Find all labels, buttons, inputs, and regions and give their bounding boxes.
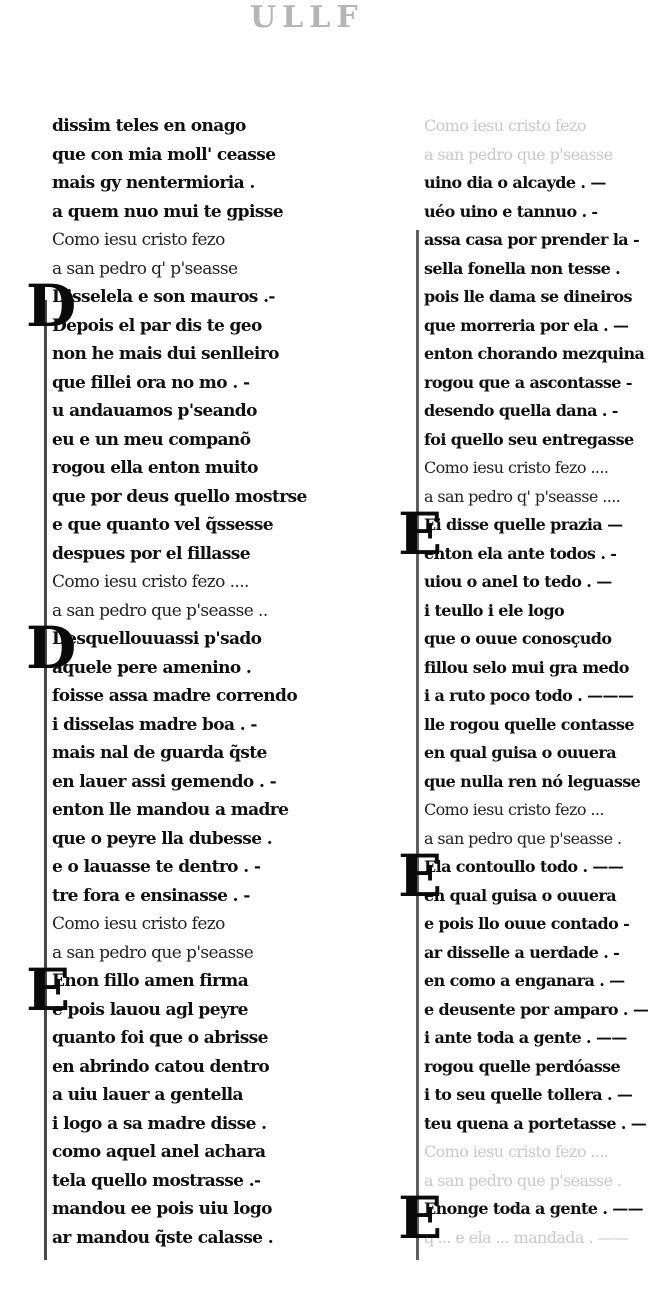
text-line: Desquellouuassi p'sado xyxy=(52,629,262,649)
text-line: non he mais dui senlleiro xyxy=(52,344,279,364)
text-line: Depois el par dis te geo xyxy=(52,315,262,336)
text-line: Como iesu cristo fezo xyxy=(52,914,225,934)
text-line: e pois lauou agl peyre xyxy=(52,999,248,1020)
text-line: uéo uino e tannuo . - xyxy=(424,201,598,221)
text-line: que o peyre lla dubesse . xyxy=(52,828,273,849)
text-line: uiou o anel to tedo . — xyxy=(424,572,612,591)
text-line: rogou que a ascontasse - xyxy=(424,372,632,392)
text-line: i ante toda a gente . —— xyxy=(424,1028,627,1047)
text-line: eu e un meu companõ xyxy=(52,429,251,450)
text-line: foi quello seu entregasse xyxy=(424,429,634,449)
text-line: que por deus quello mostrse xyxy=(52,486,307,507)
text-line: assa casa por prender la - xyxy=(424,230,640,249)
text-line: a quem nuo mui te gpisse xyxy=(52,201,283,222)
text-line: a san pedro q' p'seasse .... xyxy=(424,486,621,506)
left-column xyxy=(52,112,312,1252)
text-line: Como iesu cristo fezo xyxy=(424,116,586,135)
right-margin-rule xyxy=(416,230,419,1260)
running-header xyxy=(250,0,480,30)
decorated-initial: E xyxy=(398,1184,443,1252)
text-line: Como iesu cristo fezo .... xyxy=(52,572,249,592)
decorated-initial: E xyxy=(26,956,71,1024)
text-line: que fillei ora no mo . - xyxy=(52,372,250,393)
decorated-initial: E xyxy=(398,842,443,910)
text-line: a san pedro q' p'seasse xyxy=(52,258,238,279)
text-line: enton ela ante todos . - xyxy=(424,543,617,563)
text-line: Ei disse quelle prazia — xyxy=(424,515,623,534)
text-line: enton lle mandou a madre xyxy=(52,800,289,820)
text-line: Enon fillo amen firma xyxy=(52,971,249,991)
text-line: en como a enganara . — xyxy=(424,971,625,990)
text-line: en qual guisa o ouuera xyxy=(424,885,617,905)
text-line: Como iesu cristo fezo .... xyxy=(424,1142,609,1161)
text-line: en qual guisa o ouuera xyxy=(424,743,617,762)
text-line: ar mandou q̃ste calasse . xyxy=(52,1227,274,1248)
text-line: e o lauasse te dentro . - xyxy=(52,857,261,877)
text-line: e que quanto vel q̃ssesse xyxy=(52,515,273,535)
text-line: uino dia o alcayde . — xyxy=(424,173,606,192)
text-line: rogou quelle perdóasse xyxy=(424,1056,621,1076)
text-line: Como iesu cristo fezo ... xyxy=(424,800,604,819)
text-line: que con mia moll' ceasse xyxy=(52,144,276,165)
text-line: enton chorando mezquina xyxy=(424,344,645,363)
text-line: fillou selo mui gra medo xyxy=(424,657,629,677)
text-line: a uiu lauer a gentella xyxy=(52,1085,243,1105)
decorated-initial: D xyxy=(26,614,77,682)
text-line: foisse assa madre correndo xyxy=(52,686,298,706)
text-line: i to seu quelle tollera . — xyxy=(424,1085,633,1104)
text-line: tre fora e ensinasse . - xyxy=(52,885,250,906)
text-line: que o ouue conosçudo xyxy=(424,629,612,648)
text-line: a san pedro que p'seasse . xyxy=(424,828,622,848)
text-line: aquele pere amenino . xyxy=(52,657,252,678)
text-line: sella fonella non tesse . xyxy=(424,258,621,278)
text-line: Disselela e son mauros .- xyxy=(52,287,275,307)
text-line: Enonge toda a gente . —— xyxy=(424,1199,644,1218)
text-line: e pois llo ouue contado - xyxy=(424,914,630,933)
left-margin-rule xyxy=(44,300,47,1260)
text-line: u andauamos p'seando xyxy=(52,401,257,421)
text-line: pois lle dama se dineiros xyxy=(424,287,632,306)
text-line: Como iesu cristo fezo .... xyxy=(424,458,609,477)
text-line: Ela contoullo todo . —— xyxy=(424,857,624,876)
text-line: a san pedro que p'seasse . xyxy=(424,1170,622,1190)
text-line: rogou ella enton muito xyxy=(52,458,258,478)
text-line: e deusente por amparo . — xyxy=(424,999,649,1019)
text-line: lle rogou quelle contasse xyxy=(424,714,634,734)
text-line: que nulla ren nó leguasse xyxy=(424,771,641,791)
text-line: desendo quella dana . - xyxy=(424,401,618,420)
text-line: que morreria por ela . — xyxy=(424,315,629,335)
text-line: mais gy nentermioria . xyxy=(52,173,255,193)
text-line: tela quello mostrasse .- xyxy=(52,1170,261,1191)
text-line: dissim teles en onago xyxy=(52,116,246,136)
text-line: como aquel anel achara xyxy=(52,1142,266,1162)
text-line: quanto foi que o abrisse xyxy=(52,1028,268,1048)
text-line: teu quena a portetasse . — xyxy=(424,1113,647,1133)
text-line: mais nal de guarda q̃ste xyxy=(52,743,267,763)
text-line: a san pedro que p'seasse xyxy=(424,144,613,164)
text-line: despues por el fillasse xyxy=(52,543,250,564)
text-line: mandou ee pois uiu logo xyxy=(52,1199,272,1219)
right-column xyxy=(424,112,652,1252)
header-text: ULLF xyxy=(250,0,364,30)
text-line: en abrindo catou dentro xyxy=(52,1056,270,1077)
decorated-initial: E xyxy=(398,500,443,568)
text-line: i logo a sa madre disse . xyxy=(52,1113,267,1134)
text-line: i teullo i ele logo xyxy=(424,600,565,620)
text-line: a san pedro que p'seasse .. xyxy=(52,600,268,621)
text-line: i a ruto poco todo . ——— xyxy=(424,686,634,705)
text-line: en lauer assi gemendo . - xyxy=(52,771,277,792)
text-line: a san pedro que p'seasse xyxy=(52,942,254,963)
decorated-initial: D xyxy=(26,272,77,340)
text-line: Como iesu cristo fezo xyxy=(52,230,225,250)
text-line: i disselas madre boa . - xyxy=(52,714,257,735)
text-line: ar disselle a uerdade . - xyxy=(424,942,620,962)
text-line: q'... e ela ... mandada . —— xyxy=(424,1227,629,1247)
